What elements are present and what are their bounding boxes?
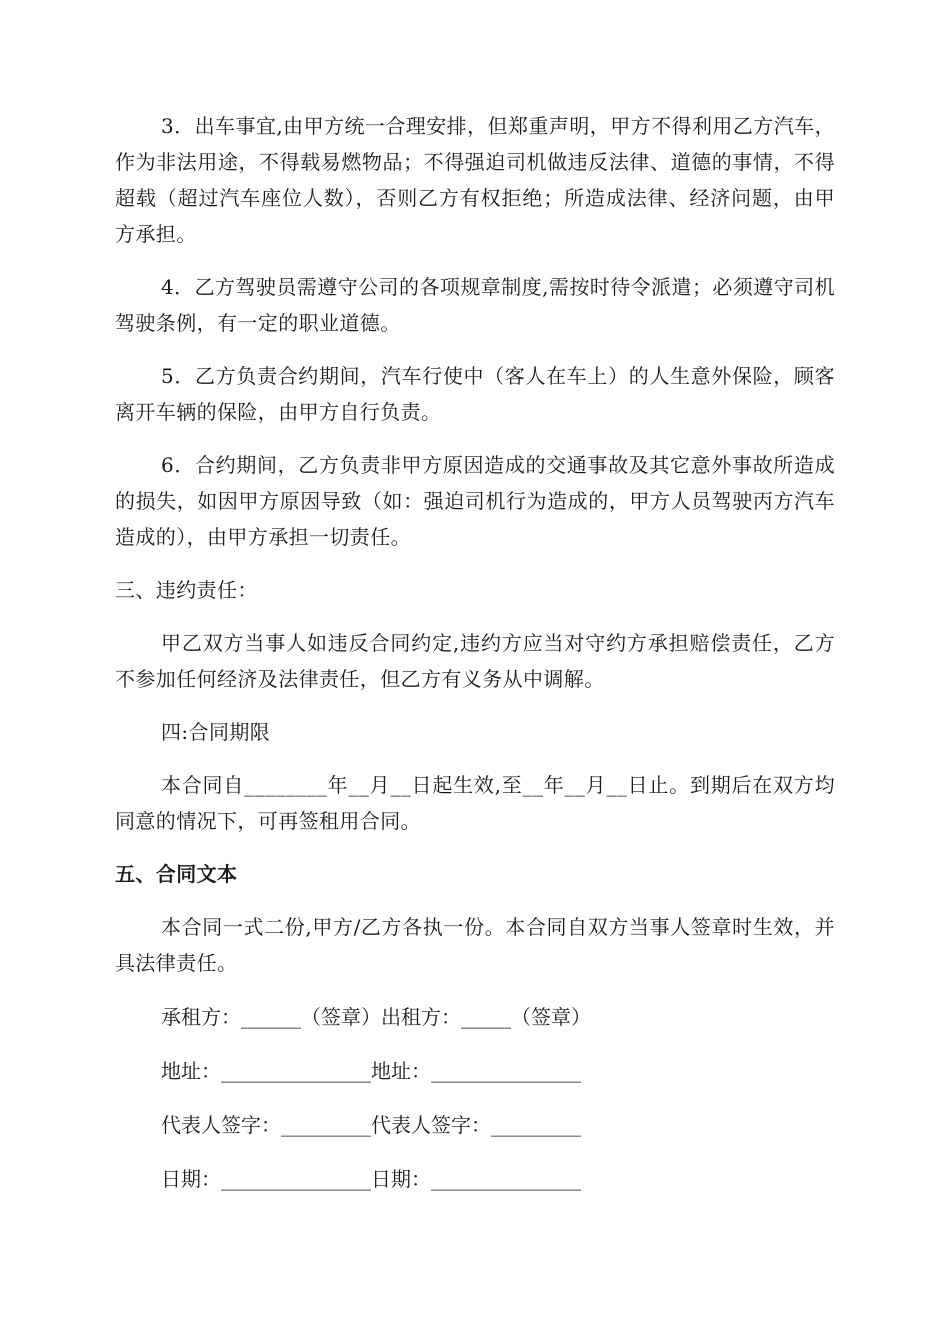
section-5-title: 五、合同文本 — [115, 862, 238, 886]
clause-3: 3．出车事宜,由甲方统一合理安排，但郑重声明，甲方不得利用乙方汽车，作为非法用途，不得载易燃物品；不得强迫司机做违反法律、道德的事情，不得超载（超过汽车座位人数），否则乙方有权拒绝；所造成法律、经济问题，由甲方承担。 — [115, 114, 835, 246]
clause-4: 4．乙方驾驶员需遵守公司的各项规章制度,需按时待令派遣；必须遵守司机驾驶条例，有一定的职业道德。 — [115, 275, 835, 335]
signature-representative-line: 代表人签字：_________代表人签字：_________ — [161, 1113, 581, 1137]
section-3-title: 三、违约责任： — [115, 578, 258, 602]
clause-6: 6．合约期间，乙方负责非甲方原因造成的交通事故及其它意外事故所造成的损失，如因甲方原因导致（如：强迫司机行为造成的，甲方人员驾驶丙方汽车造成的），由甲方承担一切责任。 — [115, 453, 835, 549]
section-5-body: 本合同一式二份,甲方/乙方各执一份。本合同自双方当事人签章时生效，并具法律责任。 — [115, 915, 835, 975]
contract-page — [115, 108, 835, 1197]
signature-address-line: 地址：_______________地址：_______________ — [161, 1059, 581, 1083]
signature-parties-line: 承租方：______（签章）出租方：_____（签章） — [161, 1005, 591, 1029]
signature-date-line: 日期：_______________日期：_______________ — [161, 1167, 581, 1191]
section-3-body: 甲乙双方当事人如违反合同约定,违约方应当对守约方承担赔偿责任，乙方不参加任何经济及法律责任，但乙方有义务从中调解。 — [115, 631, 835, 691]
clause-5: 5．乙方负责合约期间，汽车行使中（客人在车上）的人生意外保险，顾客离开车辆的保险，由甲方自行负责。 — [115, 364, 835, 424]
section-4-title: 四:合同期限 — [161, 720, 271, 744]
section-4-body: 本合同自________年__月__日起生效,至__年__月__日止。到期后在双方均同意的情况下，可再签租用合同。 — [115, 773, 835, 833]
